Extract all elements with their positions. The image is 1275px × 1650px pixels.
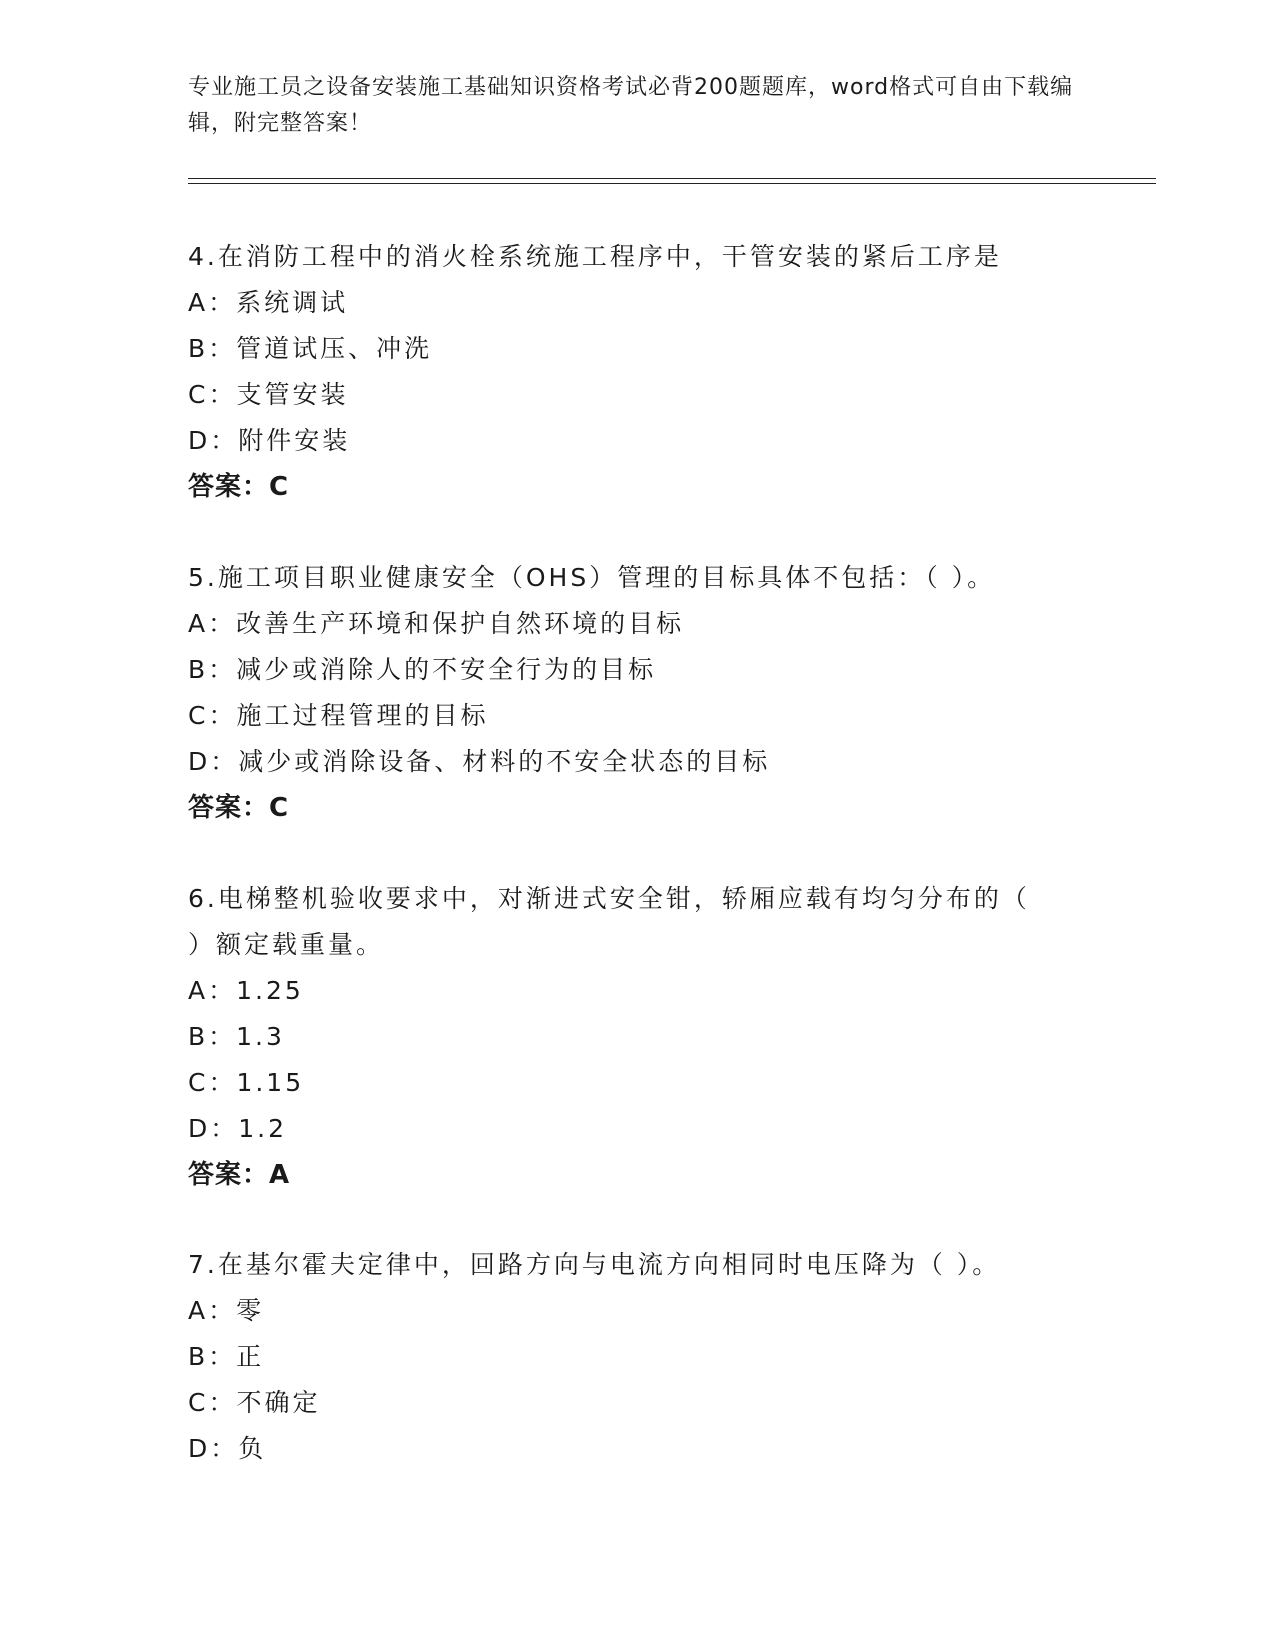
question-stem: 6.电梯整机验收要求中，对渐进式安全钳，轿厢应载有均匀分布的（ ）额定载重量。 bbox=[188, 884, 1030, 959]
option-c: C：1.15 bbox=[188, 1068, 305, 1097]
question-6 bbox=[188, 876, 1088, 1198]
header-divider-bottom bbox=[188, 183, 1156, 184]
option-d: D：减少或消除设备、材料的不安全状态的目标 bbox=[188, 747, 771, 776]
option-d: D：负 bbox=[188, 1434, 267, 1463]
option-d: D：1.2 bbox=[188, 1114, 288, 1143]
option-c: C：施工过程管理的目标 bbox=[188, 701, 489, 730]
question-stem: 4.在消防工程中的消火栓系统施工程序中，干管安装的紧后工序是 bbox=[188, 242, 1002, 271]
header-divider-top bbox=[188, 178, 1156, 179]
answer-line: 答案：C bbox=[188, 472, 290, 502]
option-b: B：减少或消除人的不安全行为的目标 bbox=[188, 655, 657, 684]
option-a: A：1.25 bbox=[188, 976, 304, 1005]
question-stem: 7.在基尔霍夫定律中，回路方向与电流方向相同时电压降为（ ）。 bbox=[188, 1250, 1001, 1279]
option-b: B：1.3 bbox=[188, 1022, 285, 1051]
answer-line: 答案：A bbox=[188, 1160, 291, 1190]
option-a: A：零 bbox=[188, 1296, 265, 1325]
option-d: D：附件安装 bbox=[188, 426, 351, 455]
question-5 bbox=[188, 555, 1088, 831]
option-c: C：不确定 bbox=[188, 1388, 321, 1417]
option-c: C：支管安装 bbox=[188, 380, 349, 409]
question-4 bbox=[188, 234, 1088, 510]
document-header: 专业施工员之设备安装施工基础知识资格考试必背200题题库，word格式可自由下载编辑，附完整答案！ bbox=[188, 75, 1074, 136]
option-a: A：系统调试 bbox=[188, 288, 349, 317]
question-7 bbox=[188, 1242, 1088, 1472]
answer-line: 答案：C bbox=[188, 793, 290, 823]
question-stem: 5.施工项目职业健康安全（OHS）管理的目标具体不包括：（ ）。 bbox=[188, 563, 996, 592]
option-b: B：管道试压、冲洗 bbox=[188, 334, 433, 363]
option-b: B：正 bbox=[188, 1342, 265, 1371]
option-a: A：改善生产环境和保护自然环境的目标 bbox=[188, 609, 685, 638]
